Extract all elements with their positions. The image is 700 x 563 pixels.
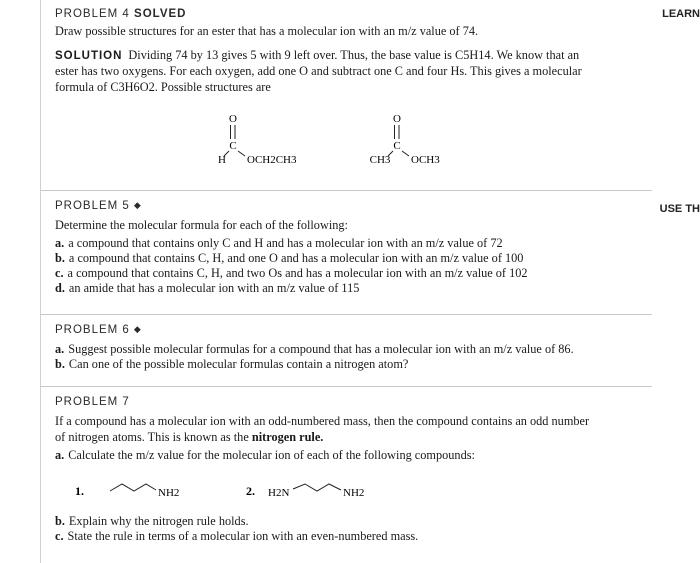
problem-7-text-2: of nitrogen atoms. This is known as the nitrogen rule.: [55, 429, 324, 444]
methyl-label: CH3: [369, 154, 391, 166]
amine-structures: [0, 478, 700, 506]
list-item: a. Calculate the m/z value for the molecular ion of each of the following compounds:: [55, 448, 475, 462]
amine-left-label: H2N: [268, 487, 290, 499]
structure-methyl-acetate: [370, 113, 441, 166]
list-item: b. Can one of the possible molecular formulas contain a nitrogen atom?: [55, 357, 409, 371]
list-item: a. a compound that contains only C and H and has a molecular ion with an m/z value of 72: [55, 235, 503, 250]
solution-label: SOLUTION: [55, 49, 123, 62]
solution-text-1: Dividing 74 by 13 gives 5 with 9 left over. Thus, the base value is C5H14. We know that an: [128, 47, 580, 62]
compound-number: 2.: [246, 484, 255, 498]
oxygen-label: O: [229, 113, 237, 125]
problem-4-header: [55, 8, 645, 20]
list-item: c. State the rule in terms of a molecular ion with an even-numbered mass.: [55, 529, 419, 543]
methoxy-label: OCH3: [411, 154, 440, 166]
problem-6-header: [55, 324, 645, 336]
divider: [41, 386, 652, 387]
nitrogen-rule-term: nitrogen rule.: [251, 429, 324, 444]
problem-4-title: PROBLEM 4: [55, 8, 130, 20]
structure-methyl-ethyl-ester: [218, 113, 297, 166]
solution-line-1: [55, 48, 645, 65]
problem-6-title: PROBLEM 6: [55, 324, 130, 336]
amine-label: NH2: [158, 487, 180, 499]
solved-label: SOLVED: [134, 8, 187, 20]
problem-5-intro: Determine the molecular formula for each of the following:: [55, 218, 348, 232]
problem-4: [55, 8, 645, 95]
side-label-learn: LEARN: [662, 8, 700, 20]
problem-7-list: [55, 514, 645, 544]
problem-5-title: PROBLEM 5: [55, 200, 130, 212]
solution-line-2: ester has two oxygens. For each oxygen, add one O and subtract one C and four Hs. This gives a molecular: [55, 64, 582, 78]
compound-2: [246, 484, 364, 499]
diamond-icon: ◆: [133, 324, 142, 334]
problem-7: [55, 396, 645, 463]
list-item: c. a compound that contains C, H, and two Os and has a molecular ion with an m/z value of 102: [55, 265, 528, 280]
list-item: d. an amide that has a molecular ion with an m/z value of 115: [55, 280, 360, 295]
amine-right-label: NH2: [343, 487, 365, 499]
ester-structures: [0, 108, 700, 178]
problem-7-header: PROBLEM 7: [55, 396, 130, 408]
side-label-use-the: USE TH: [659, 203, 700, 215]
divider: [41, 190, 652, 191]
problem-5: [55, 200, 645, 296]
carbon-label: C: [229, 140, 237, 152]
list-item: a. Suggest possible molecular formulas for a compound that has a molecular ion with an m/z value of 86.: [55, 342, 574, 356]
problem-5-list: [55, 236, 645, 296]
ethoxy-label: OCH2CH3: [247, 154, 297, 166]
problem-7-text-1: If a compound has a molecular ion with an odd-numbered mass, then the compound contains an odd number: [55, 414, 590, 428]
list-item: b. a compound that contains C, H, and one O and has a molecular ion with an m/z value of 100: [55, 250, 524, 265]
solution-line-3: formula of C3H6O2. Possible structures are: [55, 79, 271, 94]
hydrogen-label: H: [218, 154, 226, 166]
list-item: b. Explain why the nitrogen rule holds.: [55, 514, 249, 528]
divider: [41, 314, 652, 315]
compound-1: [75, 484, 179, 499]
problem-6-list: [55, 342, 645, 372]
problem-4-question: Draw possible structures for an ester that has a molecular ion with an m/z value of 74.: [55, 24, 479, 38]
problem-5-header: [55, 200, 645, 212]
problem-6: [55, 324, 645, 372]
carbon-label: C: [393, 140, 401, 152]
diamond-icon: ◆: [133, 200, 142, 210]
oxygen-label: O: [393, 113, 401, 125]
compound-number: 1.: [75, 484, 84, 498]
